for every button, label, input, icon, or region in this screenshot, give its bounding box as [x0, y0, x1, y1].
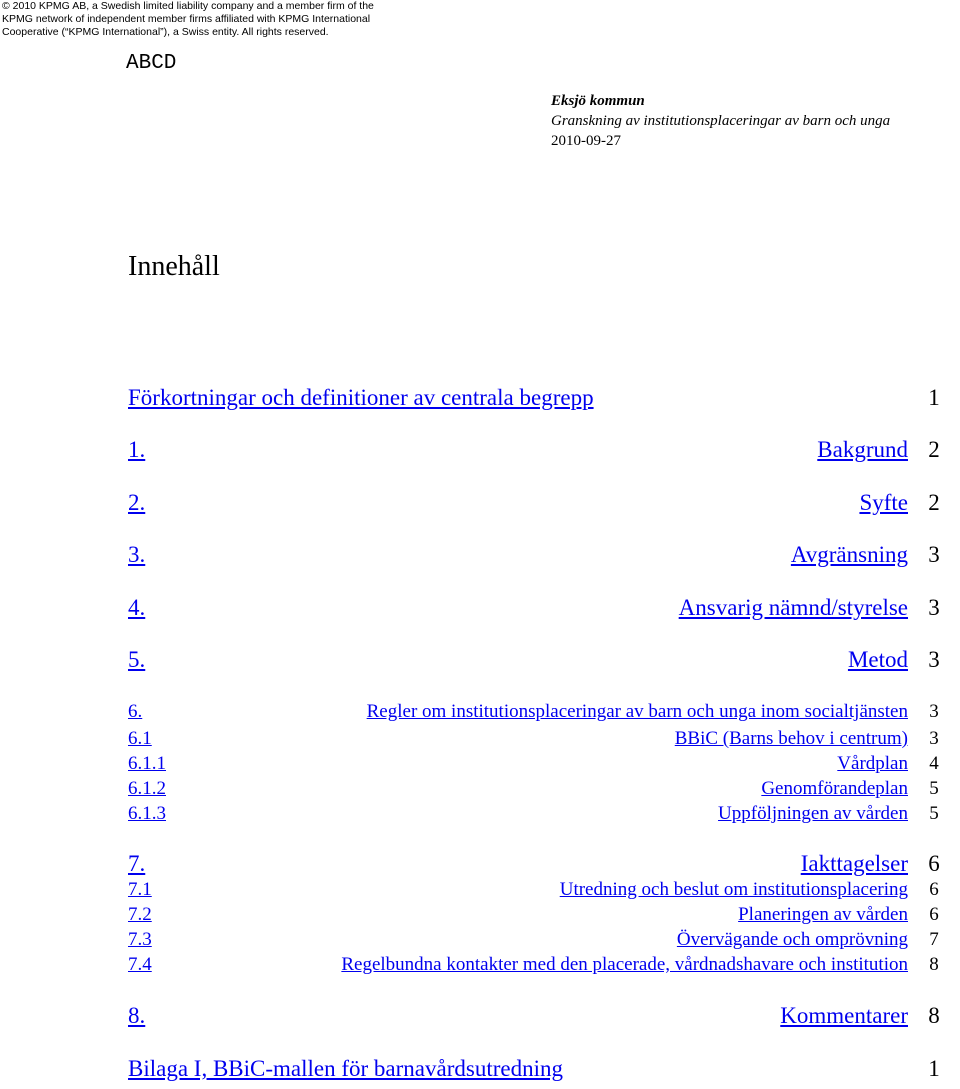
- toc-entry-title[interactable]: Regelbundna kontakter med den placerade, vårdnadshavare och institution: [341, 954, 908, 975]
- toc-entry-title[interactable]: Metod: [847, 647, 908, 672]
- toc-entry-title[interactable]: Bakgrund: [817, 437, 908, 462]
- toc-page-number: 6: [929, 879, 939, 900]
- toc-heading: Innehåll: [128, 251, 220, 282]
- document-date: 2010-09-27: [551, 133, 621, 149]
- toc-page-number: 2: [928, 437, 940, 462]
- toc-page-number: 5: [929, 803, 939, 824]
- toc-page-number: 3: [928, 542, 940, 567]
- toc-page-number: 5: [929, 778, 939, 799]
- toc-page-number: 7: [929, 929, 939, 950]
- toc-entry-title[interactable]: Planeringen av vården: [738, 904, 908, 925]
- toc-entry-number[interactable]: 7.4: [128, 954, 152, 975]
- toc-entry-title[interactable]: Regler om institutionsplaceringar av barn och unga inom socialtjänsten: [366, 701, 908, 722]
- toc-entry-number[interactable]: 6.1: [128, 728, 152, 749]
- toc-page-number: 2: [928, 490, 940, 515]
- document-meta: [551, 91, 911, 151]
- toc-entry-title[interactable]: Vårdplan: [837, 753, 908, 774]
- toc-page-number: 3: [928, 595, 940, 620]
- toc-page-number: 4: [929, 753, 939, 774]
- toc-entry-number[interactable]: 2.: [128, 490, 146, 515]
- toc-page-number: 6: [928, 851, 940, 876]
- toc-page-number: 3: [929, 728, 939, 749]
- toc-entry-number[interactable]: 8.: [128, 1003, 146, 1028]
- toc-page-number: 6: [929, 904, 939, 925]
- toc-entry-number[interactable]: 4.: [128, 595, 146, 620]
- toc-entry-number[interactable]: 5.: [128, 647, 146, 672]
- toc-entry-title[interactable]: Syfte: [859, 490, 908, 515]
- toc-entry-title[interactable]: Förkortningar och definitioner av centrala begrepp: [128, 385, 594, 410]
- company-logo: ABCD: [126, 52, 177, 75]
- document-title: Granskning av institutionsplaceringar av barn och unga: [551, 113, 891, 129]
- copyright-line: Cooperative (“KPMG International”), a Swiss entity. All rights reserved.: [2, 26, 329, 38]
- toc-entry-title[interactable]: Genomförandeplan: [761, 778, 908, 799]
- toc-entry-title[interactable]: Avgränsning: [790, 542, 908, 567]
- toc-entry-title[interactable]: Uppföljningen av vården: [718, 803, 908, 824]
- toc-entry-title[interactable]: Kommentarer: [780, 1003, 908, 1028]
- toc-entry-number[interactable]: 7.2: [128, 904, 152, 925]
- toc-entry-title[interactable]: Utredning och beslut om institutionsplacering: [559, 879, 908, 900]
- toc-page-number: 8: [928, 1003, 940, 1028]
- toc-entry-number[interactable]: 6.1.1: [128, 753, 166, 774]
- toc-page-number: 1: [928, 1056, 940, 1081]
- toc-entry-number[interactable]: 6.1.3: [128, 803, 166, 824]
- toc-entry-title[interactable]: Ansvarig nämnd/styrelse: [678, 595, 908, 620]
- toc-entry-title[interactable]: Bilaga I, BBiC-mallen för barnavårdsutredning: [128, 1056, 563, 1081]
- toc-page-number: 8: [929, 954, 939, 975]
- toc-entry-title[interactable]: Övervägande och omprövning: [676, 929, 908, 950]
- toc-entry-number[interactable]: 6.1.2: [128, 778, 166, 799]
- toc-page-number: 3: [929, 701, 939, 722]
- toc-entry-title[interactable]: BBiC (Barns behov i centrum): [674, 728, 908, 749]
- toc-page-number: 1: [928, 385, 940, 410]
- copyright-line: © 2010 KPMG AB, a Swedish limited liability company and a member firm of the: [2, 0, 374, 12]
- toc-entry-number[interactable]: 1.: [128, 437, 146, 462]
- copyright-notice: [2, 0, 402, 39]
- toc-entry-title[interactable]: Iakttagelser: [800, 851, 908, 876]
- toc-page-number: 3: [928, 647, 940, 672]
- toc-entry-number[interactable]: 6.: [128, 701, 143, 722]
- organization-name: Eksjö kommun: [551, 93, 645, 109]
- copyright-line: KPMG network of independent member firms affiliated with KPMG International: [2, 13, 371, 25]
- toc-entry-number[interactable]: 7.1: [128, 879, 152, 900]
- toc-entry-number[interactable]: 7.: [128, 851, 146, 876]
- toc-entry-number[interactable]: 7.3: [128, 929, 152, 950]
- toc-entry-number[interactable]: 3.: [128, 542, 146, 567]
